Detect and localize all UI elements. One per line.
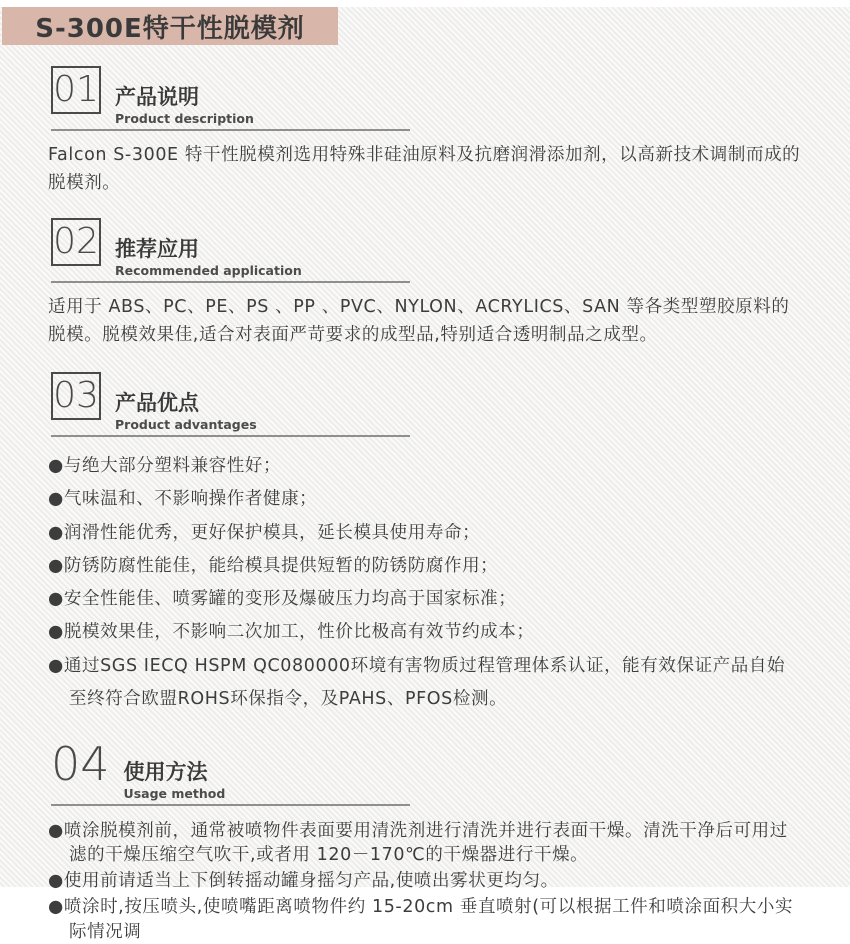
usage-step-list <box>48 819 802 944</box>
section-02-number: 02 <box>51 218 101 266</box>
product-title: S-300E特干性脱模剂 <box>35 13 305 44</box>
advantage-item: ●气味温和、不影响操作者健康； <box>48 489 318 510</box>
section-04-subtitle: Usage method <box>123 786 226 801</box>
advantage-item: ●润滑性能优秀，更好保护模具，延长模具使用寿命； <box>48 522 481 543</box>
usage-step: ●使用前请适当上下倒转摇动罐身摇匀产品,使喷出雾状更均匀。 <box>48 871 559 892</box>
section-product-advantages <box>0 372 850 716</box>
product-title-banner <box>2 7 338 45</box>
advantage-item: ●防锈防腐性能佳，能给模具提供短暂的防锈防腐作用； <box>48 555 499 576</box>
section-01-paragraph: Falcon S-300E 特干性脱模剂选用特殊非硅油原料及抗磨润滑添加剂，以高新技术调制而成的脱模剂。 <box>48 145 801 193</box>
section-04-titles <box>124 761 226 801</box>
section-04-divider <box>51 804 410 806</box>
section-04-title: 使用方法 <box>123 759 208 784</box>
section-03-heading <box>51 372 850 432</box>
section-02-title: 推荐应用 <box>115 236 199 261</box>
section-01-title: 产品说明 <box>115 84 199 109</box>
advantage-item: ●安全性能佳、喷雾罐的变形及爆破压力均高于国家标准； <box>48 589 517 609</box>
section-product-description <box>0 66 850 197</box>
section-01-heading <box>51 66 850 126</box>
section-03-number: 03 <box>51 372 101 420</box>
advantage-list <box>48 450 802 716</box>
section-03-subtitle: Product advantages <box>115 417 257 432</box>
section-03-titles <box>115 392 257 432</box>
advantage-item: ●与绝大部分塑料兼容性好； <box>48 456 282 476</box>
product-detail-page <box>0 7 850 942</box>
section-03-divider <box>51 435 410 437</box>
usage-step: ●喷涂脱模剂前，通常被喷物件表面要用清洗剂进行清洗并进行表面干燥。清洗干净后可用过滤的干燥压缩空气吹干,或者用 120－170℃的干燥器进行干燥。 <box>48 821 788 866</box>
section-usage-method <box>0 737 850 944</box>
section-01-subtitle: Product description <box>115 111 254 126</box>
section-recommended-application <box>0 218 850 349</box>
section-02-divider <box>51 281 410 283</box>
advantage-item: ●通过SGS IECQ HSPM QC080000环境有害物质过程管理体系认证，能有效保证产品自始至终符合欧盟ROHS环保指令，及PAHS、PFOS检测。 <box>48 655 786 709</box>
section-03-title: 产品优点 <box>115 390 199 415</box>
section-02-subtitle: Recommended application <box>115 263 302 278</box>
advantage-item: ●脱模效果佳，不影响二次加工，性价比极高有效节约成本； <box>48 622 535 643</box>
section-02-titles <box>115 238 302 278</box>
section-02-heading <box>51 218 850 278</box>
section-04-number: 04 <box>51 737 110 791</box>
section-04-heading <box>51 737 850 801</box>
section-01-number: 01 <box>51 66 101 114</box>
section-01-divider <box>51 129 410 131</box>
section-02-paragraph: 适用于 ABS、PC、PE、PS 、PP 、PVC、NYLON、ACRYLICS、SAN 等各类型塑胶原料的脱模。脱模效果佳,适合对表面严苛要求的成型品,特别适合透明制品之成型。 <box>48 297 790 345</box>
usage-step: ●喷涂时,按压喷头,使喷嘴距离喷物件约 15-20cm 垂直喷射(可以根据工件和喷涂面积大小实际情况调 <box>48 897 794 942</box>
section-01-titles <box>115 86 254 126</box>
